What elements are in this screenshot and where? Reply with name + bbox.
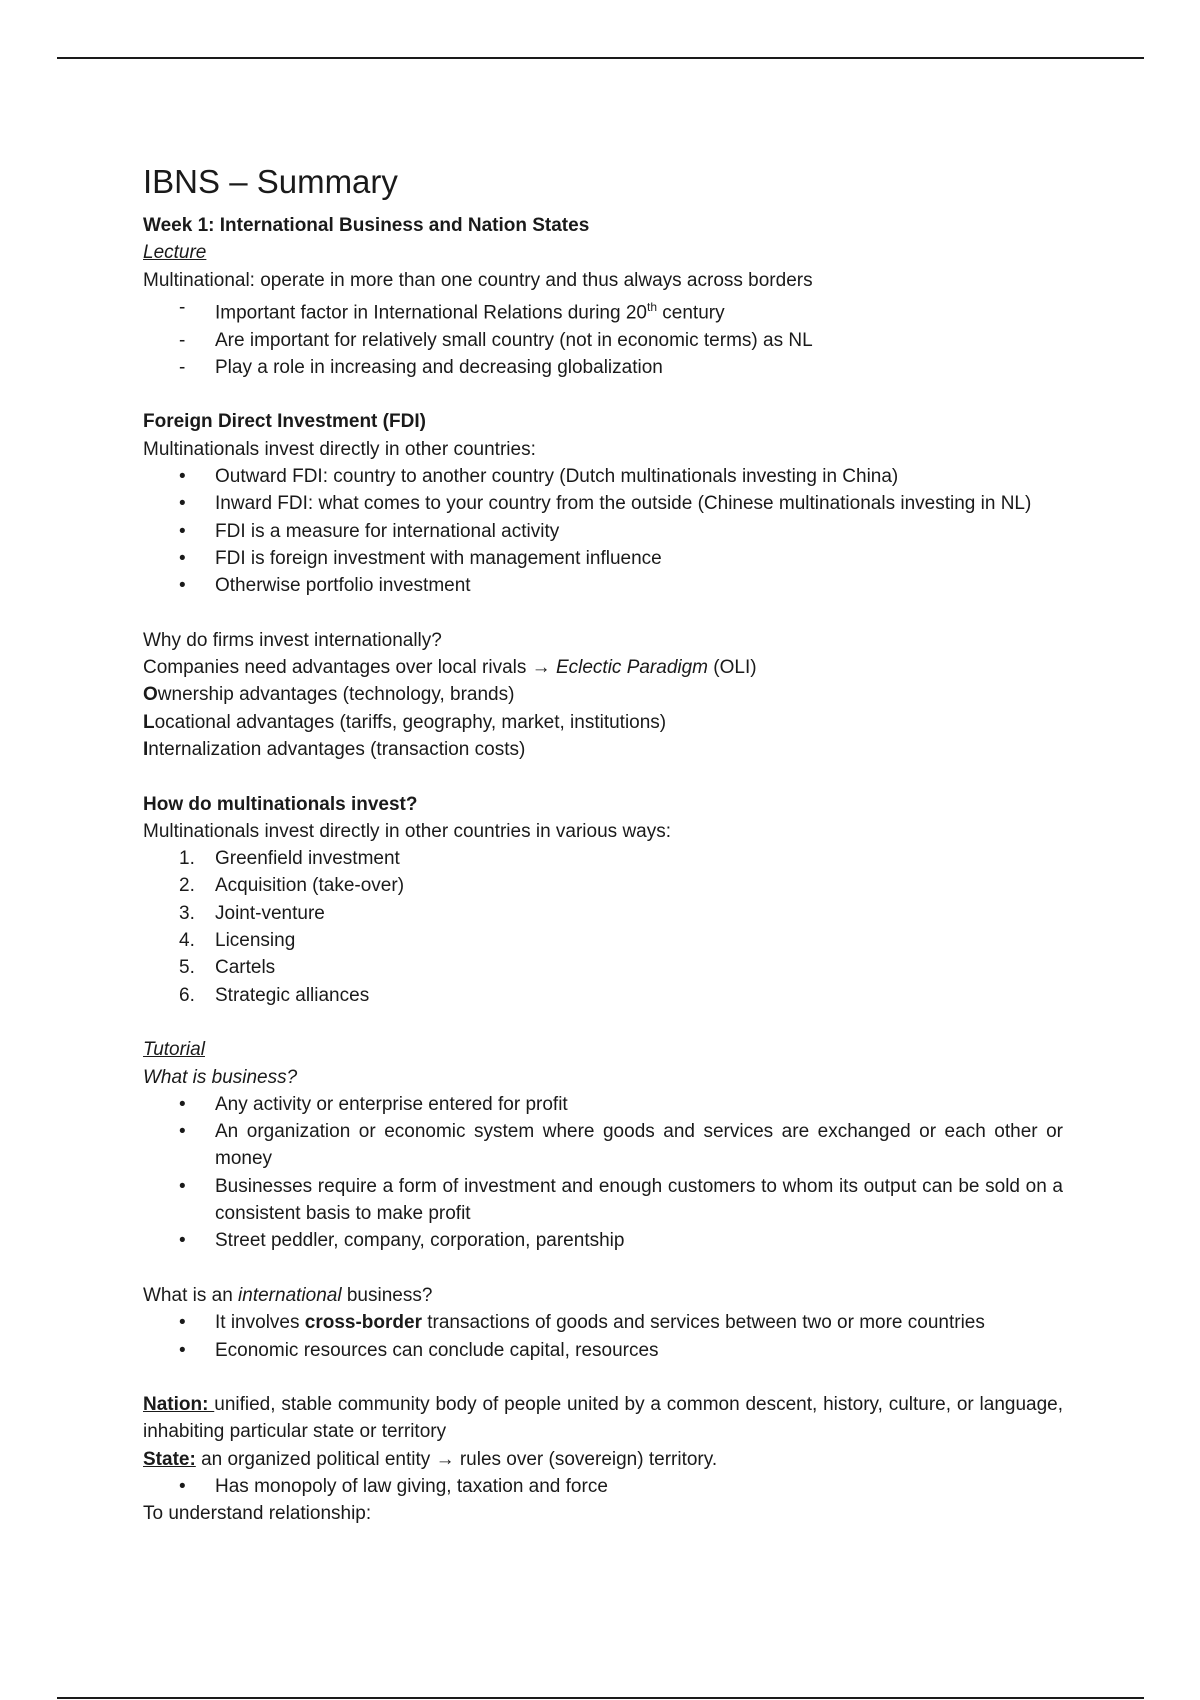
oli-suffix: (OLI) [708, 657, 757, 679]
number-marker: 5. [179, 957, 195, 979]
international-question [143, 1282, 1063, 1309]
international-bullet-list [143, 1309, 1063, 1364]
list-item-text: Are important for relatively small country (not in economic terms) as NL [215, 329, 813, 351]
initial-letter: I [143, 738, 149, 760]
multinational-definition: Multinational: operate in more than one country and thus always across borders [143, 269, 813, 291]
list-item [143, 954, 1063, 981]
list-item [143, 327, 1063, 354]
definition-text: rules over (sovereign) territory. [454, 1448, 718, 1470]
list-item-text: FDI is foreign investment with management influence [215, 547, 662, 569]
understand-relationship: To understand relationship: [143, 1503, 372, 1525]
list-item-text: Joint-venture [215, 902, 325, 924]
initial-letter: O [143, 684, 158, 706]
list-item [143, 572, 1063, 599]
bullet-marker: • [179, 1093, 186, 1115]
list-item-text: century [657, 302, 725, 324]
list-item-text: Outward FDI: country to another country (Dutch multinationals investing in China) [215, 466, 899, 487]
investment-ways-list [143, 845, 1063, 1009]
eclectic-paradigm: Eclectic Paradigm [555, 657, 709, 679]
fdi-heading: Foreign Direct Investment (FDI) [143, 411, 426, 433]
bullet-marker: • [179, 1121, 186, 1143]
list-item [143, 1118, 1063, 1173]
list-item [143, 1173, 1063, 1228]
list-item [143, 1337, 1063, 1364]
list-item-text: Economic resources can conclude capital, resources [215, 1339, 659, 1361]
list-item [143, 1091, 1063, 1118]
list-item [143, 545, 1063, 572]
list-item [143, 872, 1063, 899]
definition-text: unified, stable community body of people united by a common descent, history, culture, or language, inhabiting particular state or territory [143, 1394, 1063, 1443]
list-item [143, 845, 1063, 872]
list-item-text: Has monopoly of law giving, taxation and force [215, 1475, 608, 1497]
list-item [143, 1473, 1063, 1500]
header-rule [57, 57, 1144, 59]
question-emphasis: international [238, 1284, 342, 1306]
list-item [143, 982, 1063, 1009]
list-item-text: An organization or economic system where goods and services are exchanged or each other or money [215, 1121, 1063, 1170]
document-page [143, 160, 1063, 1528]
bullet-marker: • [179, 547, 186, 569]
bullet-marker: • [179, 1475, 186, 1497]
state-bullet-list [143, 1473, 1063, 1500]
question-text: business? [341, 1284, 433, 1306]
list-item-text: Licensing [215, 930, 296, 952]
list-item-text: Play a role in increasing and decreasing globalization [215, 356, 663, 378]
advantage-text: ocational advantages (tariffs, geography, market, institutions) [154, 711, 667, 733]
dash-marker: - [179, 329, 186, 351]
number-marker: 2. [179, 875, 195, 897]
dash-marker: - [179, 296, 186, 318]
nation-definition [143, 1391, 1063, 1446]
bullet-marker: • [179, 1230, 186, 1252]
arrow-icon: → [435, 1448, 455, 1470]
list-item [143, 900, 1063, 927]
list-item-text: FDI is a measure for international activity [215, 520, 560, 542]
bullet-marker: • [179, 1312, 186, 1334]
list-item [143, 927, 1063, 954]
fdi-intro: Multinationals invest directly in other countries: [143, 438, 536, 460]
nation-term: Nation: [143, 1394, 215, 1416]
how-intro: Multinationals invest directly in other countries in various ways: [143, 820, 672, 842]
list-item-text: Cartels [215, 957, 276, 979]
number-marker: 4. [179, 930, 195, 952]
number-marker: 3. [179, 902, 195, 924]
bullet-marker: • [179, 1175, 186, 1197]
bullet-marker: • [179, 520, 186, 542]
definition-text: an organized political entity [195, 1448, 436, 1470]
bullet-marker: • [179, 575, 186, 597]
list-item-text: Businesses require a form of investment and enough customers to whom its output can be sold on a consistent basis to make profit [215, 1175, 1063, 1225]
list-item [143, 1227, 1063, 1254]
initial-letter: L [143, 711, 155, 733]
footer-rule [57, 1697, 1144, 1699]
list-item-text: Street peddler, company, corporation, parentship [215, 1230, 625, 1252]
list-item [143, 463, 1063, 490]
locational-line [143, 709, 1063, 736]
list-item [143, 518, 1063, 545]
list-item [143, 1309, 1063, 1336]
list-item-text: Any activity or enterprise entered for profit [215, 1093, 568, 1115]
advantage-text: nternalization advantages (transaction costs) [148, 738, 526, 760]
oli-line [143, 654, 1063, 681]
what-is-business: What is business? [143, 1066, 298, 1088]
list-item-text: Greenfield investment [215, 848, 400, 870]
multinational-dash-list [143, 294, 1063, 381]
tutorial-label: Tutorial [143, 1039, 205, 1061]
list-item-text: Strategic alliances [215, 984, 370, 1006]
business-bullet-list [143, 1091, 1063, 1255]
state-term: State: [143, 1448, 196, 1470]
state-definition [143, 1446, 1063, 1473]
why-question: Why do firms invest internationally? [143, 629, 442, 651]
cross-border-term: cross-border [304, 1312, 422, 1334]
superscript: th [646, 299, 657, 314]
dash-marker: - [179, 356, 186, 378]
arrow-icon: → [531, 657, 551, 679]
bullet-marker: • [179, 466, 186, 487]
bullet-marker: • [179, 493, 186, 515]
list-item [143, 354, 1063, 381]
list-item-text: transactions of goods and services between two or more countries [421, 1312, 985, 1334]
list-item-text: Acquisition (take-over) [215, 875, 405, 897]
list-item-text: It involves [215, 1312, 305, 1334]
number-marker: 1. [179, 848, 195, 870]
oli-text: Companies need advantages over local rivals [143, 657, 532, 679]
list-item [143, 490, 1063, 517]
document-title: IBNS – Summary [143, 163, 398, 200]
bullet-marker: • [179, 1339, 186, 1361]
list-item [143, 294, 1063, 327]
week1-heading: Week 1: International Business and Nation States [143, 215, 590, 236]
fdi-bullet-list [143, 463, 1063, 599]
internalization-line [143, 736, 1063, 763]
how-heading: How do multinationals invest? [143, 793, 418, 815]
lecture-label: Lecture [143, 242, 207, 264]
question-text: What is an [143, 1284, 239, 1306]
list-item-text: Otherwise portfolio investment [215, 575, 471, 597]
list-item-text: Important factor in International Relations during 20 [215, 302, 647, 324]
advantage-text: wnership advantages (technology, brands) [157, 684, 515, 706]
list-item-text: Inward FDI: what comes to your country from the outside (Chinese multinationals investing in NL) [215, 493, 1032, 515]
number-marker: 6. [179, 984, 195, 1006]
ownership-line [143, 681, 1063, 708]
